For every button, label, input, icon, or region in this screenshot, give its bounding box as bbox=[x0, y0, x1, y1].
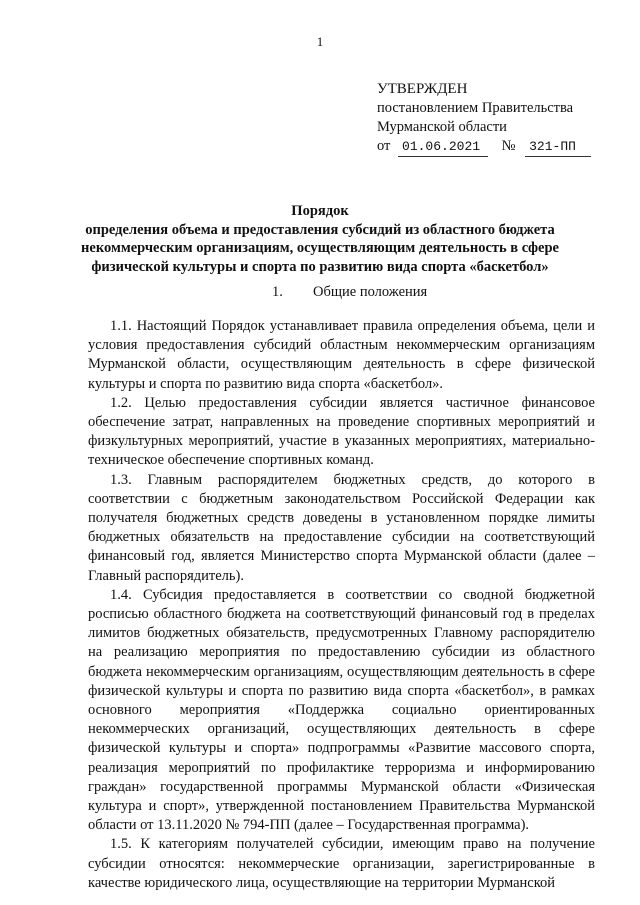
document-title-line-1: Порядок bbox=[291, 203, 349, 219]
section-title: Общие положения bbox=[313, 284, 428, 300]
approval-date: 01.06.2021 bbox=[398, 137, 488, 157]
paragraph-1-4: 1.4. Субсидия предоставляется в соответствии со сводной бюджетной росписью областного бюджета на соответствующий финансовый год в пределах лимитов бюджетных обязательств, предусмотренных Главному распорядителю на реализацию мероприятия по предоставлению субсидии из областного бюджета некоммерческим организациям, осуществляющим деятельность в сфере физической культуры и спорта по развитию вида спорта «баскетбол», в рамках основного мероприятия «Поддержка социально ориентированных некоммерческих организаций, осуществляющих деятельность в сфере физической культуры и спорта» подпрограммы «Развитие массового спорта, реализация мероприятий по профилактике терроризма и информированию граждан» государственной программы Мурманской области «Физическая культура и спорт», утвержденной постановлением Правительства Мурманской области от 13.11.2020 № 794-ПП (далее – Государственная программа). bbox=[88, 586, 595, 834]
approval-title: УТВЕРЖДЕН bbox=[377, 81, 468, 97]
paragraph-1-1: 1.1. Настоящий Порядок устанавливает правила определения объема, цели и условия предоставления субсидий областным некоммерческим организациям Мурманской области, осуществляющим деятельность в сфере физической культуры и спорта по развитию вида спорта «баскетбол». bbox=[88, 318, 595, 392]
approval-number-sign: № bbox=[501, 138, 516, 154]
approval-line-1: постановлением Правительства bbox=[377, 100, 574, 116]
document-title-line-3: некоммерческим организациям, осуществляющим деятельность в сфере bbox=[81, 240, 559, 256]
paragraph-1-2: 1.2. Целью предоставления субсидии является частичное финансовое обеспечение затрат, направленных на проведение спортивных мероприятий и физкультурных мероприятий, участие в указанных мероприятиях, материально-техническое обеспечение спортивных команд. bbox=[88, 394, 595, 469]
page-number: 1 bbox=[316, 34, 324, 49]
section-number: 1. bbox=[272, 284, 283, 300]
document-title bbox=[40, 202, 600, 276]
approval-stamp bbox=[377, 80, 591, 157]
document-title-line-4: физической культуры и спорта по развитию вида спорта «баскетбол» bbox=[91, 258, 549, 275]
paragraph-1-5: 1.5. К категориям получателей субсидии, имеющим право на получение субсидии относятся: некоммерческие организации, зарегистрированные в качестве юридического лица, осуществляющие на территории Мурманской bbox=[88, 836, 595, 891]
approval-line-2: Мурманской области bbox=[377, 119, 507, 135]
paragraph-1-3: 1.3. Главным распорядителем бюджетных средств, до которого в соответствии с бюджетным законодательством Российской Федерации как получателя бюджетных средств доведены в установленном порядке лимиты бюджетных обязательств на предоставление субсидии на соответствующий финансовый год, является Министерство спорта Мурманской области (далее – Главный распорядитель). bbox=[88, 471, 595, 584]
approval-number: 321-ПП bbox=[525, 137, 591, 157]
document-body bbox=[88, 317, 595, 893]
approval-from-label: от bbox=[377, 138, 391, 154]
approval-date-line bbox=[377, 137, 591, 157]
document-title-line-2: определения объема и предоставления субсидий из областного бюджета bbox=[85, 221, 555, 238]
